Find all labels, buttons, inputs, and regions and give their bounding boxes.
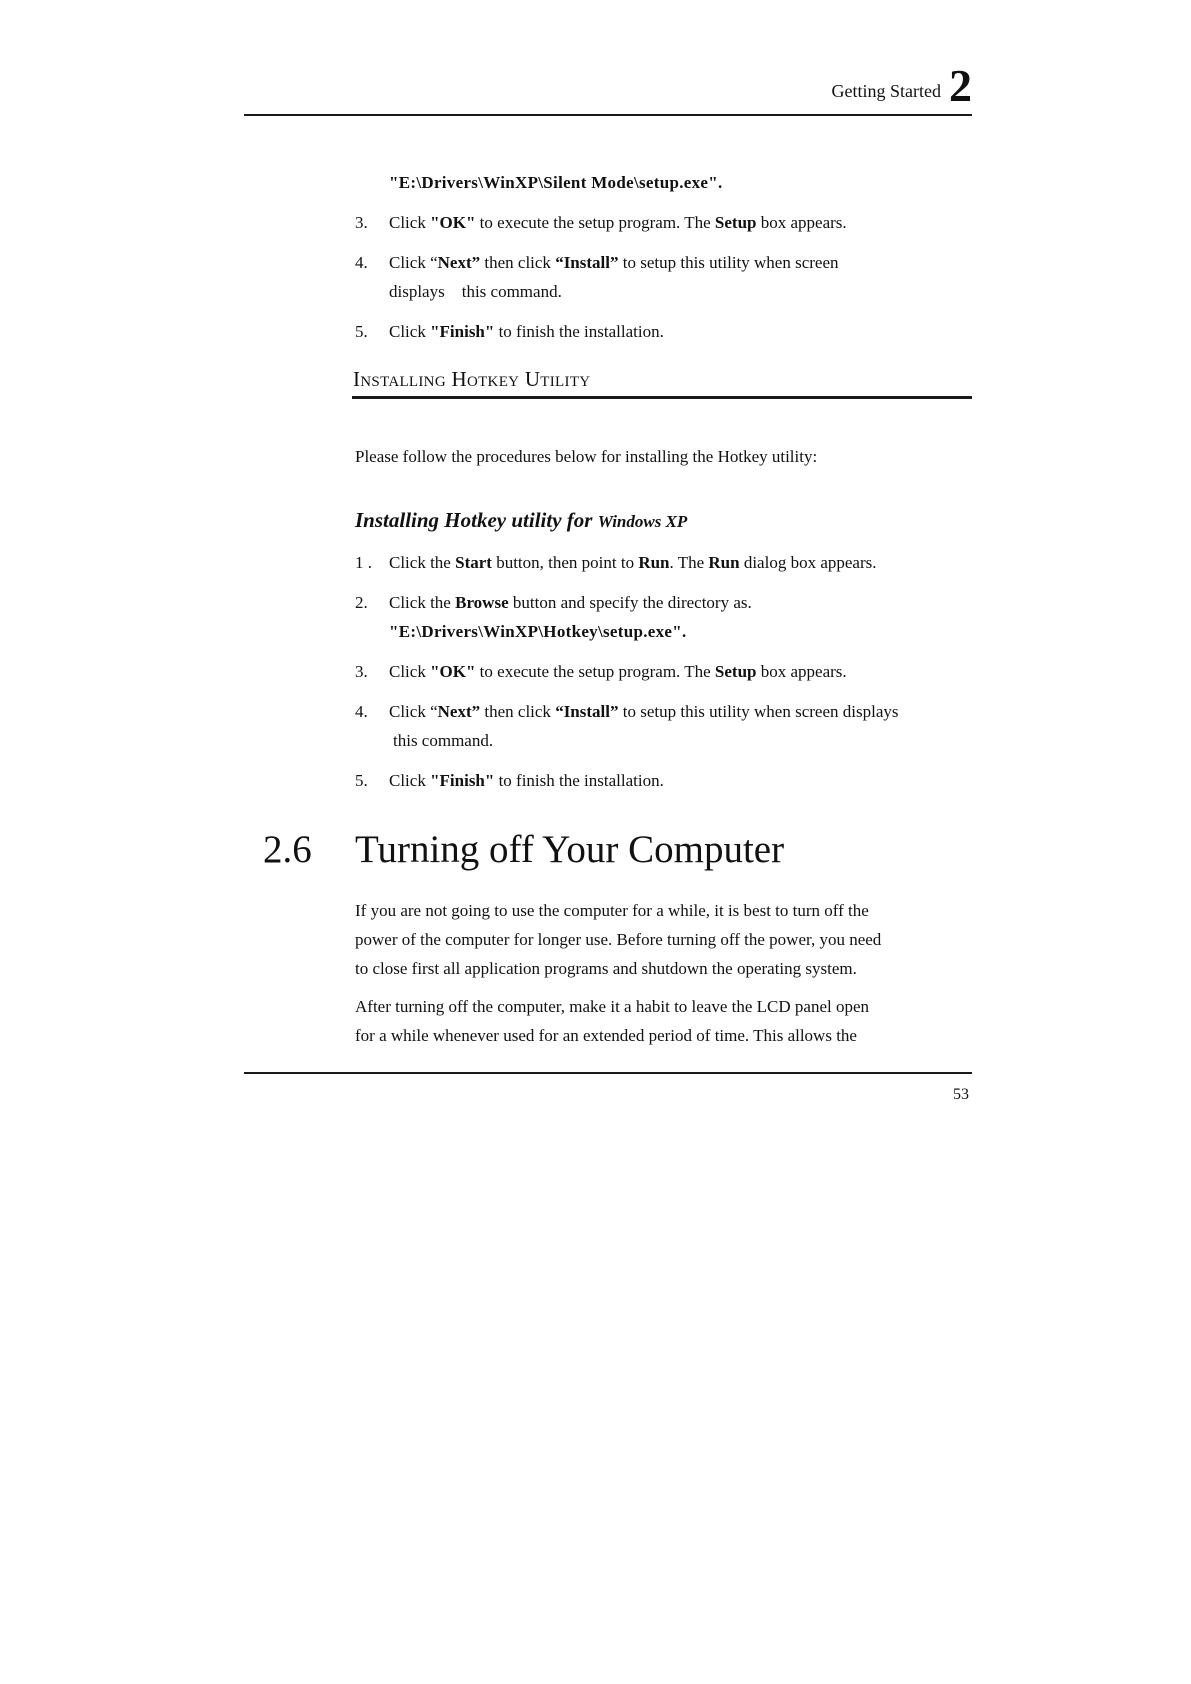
silent-step-3-num: 3. (355, 213, 368, 232)
hotkey-step-4-num: 4. (355, 702, 368, 721)
hotkey-step-1: Click the Start button, then point to Run. The Run dialog box appears. (389, 553, 877, 572)
hotkey-intro: Please follow the procedures below for installing the Hotkey utility: (355, 447, 818, 466)
section-number: 2.6 (263, 828, 312, 871)
silent-step-4: Click “Next” then click “Install” to setup this utility when screen displays this command. (389, 253, 839, 301)
chapter-title: Getting Started (831, 81, 941, 101)
hotkey-heading-rule (352, 396, 972, 399)
hotkey-subheading: Installing Hotkey utility for Windows XP (355, 508, 688, 532)
hotkey-step-5-num: 5. (355, 771, 368, 790)
chapter-number: 2 (949, 60, 972, 111)
hotkey-step-2: Click the Browse button and specify the directory as. "E:\Drivers\WinXP\Hotkey\setup.exe". (389, 588, 752, 646)
hotkey-step-1-num: 1 . (355, 553, 372, 572)
section-para-2: After turning off the computer, make it a habit to leave the LCD panel open for a while whenever used for an extended period of time. This allows the (355, 997, 870, 1045)
silent-path-line: "E:\Drivers\WinXP\Silent Mode\setup.exe". (389, 173, 723, 192)
hotkey-path-line: "E:\Drivers\WinXP\Hotkey\setup.exe". (389, 622, 687, 641)
silent-step-4-num: 4. (355, 253, 368, 272)
silent-step-5: Click "Finish" to finish the installation. (389, 322, 664, 341)
footer-rule (244, 1072, 972, 1074)
hotkey-step-5: Click "Finish" to finish the installation. (389, 771, 664, 790)
hotkey-step-4: Click “Next” then click “Install” to setup this utility when screen displays this command. (389, 702, 899, 750)
hotkey-step-2-num: 2. (355, 593, 368, 612)
hotkey-heading: Installing Hotkey Utility (353, 367, 591, 391)
header-rule (244, 114, 972, 116)
running-header (831, 60, 972, 111)
hotkey-step-3: Click "OK" to execute the setup program. The Setup box appears. (389, 662, 847, 681)
silent-step-5-num: 5. (355, 322, 368, 341)
section-title: Turning off Your Computer (355, 828, 785, 871)
page-number: 53 (953, 1086, 969, 1103)
section-para-1: If you are not going to use the computer for a while, it is best to turn off the power of the computer for longer use. Before turning off the power, you need to close first all application programs and shutdown the operating system. (355, 901, 882, 978)
hotkey-step-3-num: 3. (355, 662, 368, 681)
silent-step-3: Click "OK" to execute the setup program. The Setup box appears. (389, 213, 847, 232)
